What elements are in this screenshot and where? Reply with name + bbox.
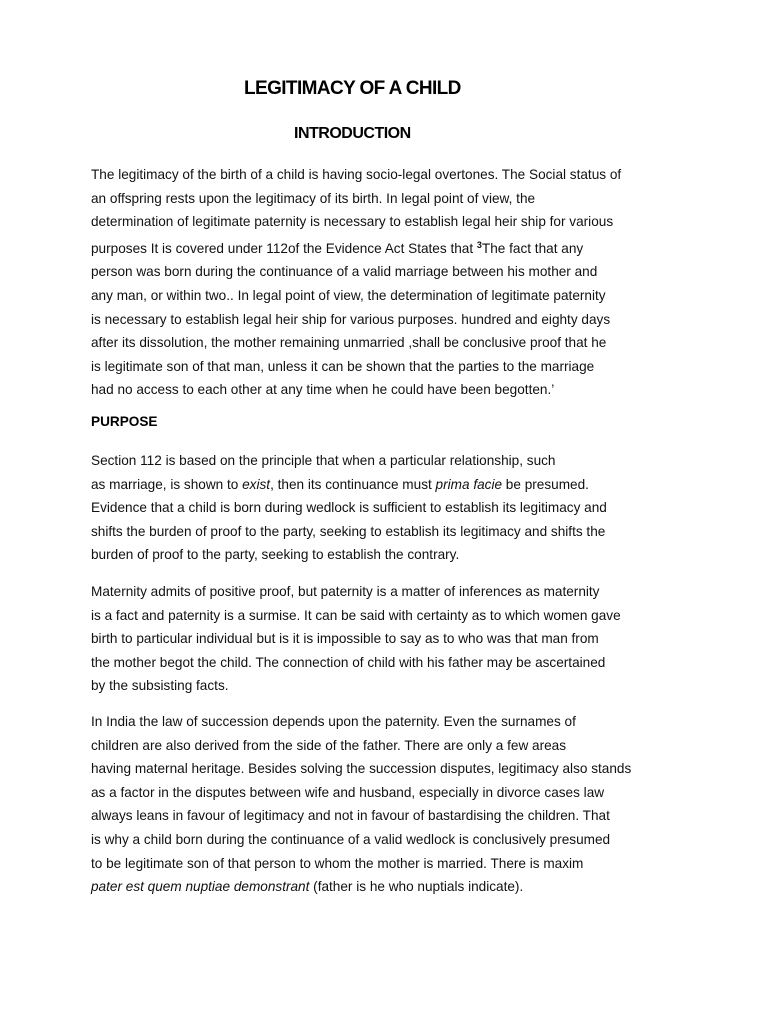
- paragraph-line: any man, or within two.. In legal point of view, the determination of legitimate paternity: [91, 287, 606, 303]
- paragraph-line: [91, 473, 691, 497]
- paragraph-line: In India the law of succession depends upon the paternity. Even the surnames of: [91, 714, 576, 729]
- paragraph-line: children are also derived from the side of the father. There are only a few areas: [91, 737, 567, 753]
- paragraph-line: Maternity admits of positive proof, but paternity is a matter of inferences as maternity: [91, 584, 600, 599]
- paragraph-line: is necessary to establish legal heir ship for various purposes. hundred and eighty days: [91, 311, 611, 327]
- paragraph-line: shifts the burden of proof to the party, seeking to establish its legitimacy and shifts the: [91, 523, 606, 539]
- paragraph-text: purposes It is covered under 112of the Evidence Act States that: [91, 240, 477, 256]
- purpose-heading: PURPOSE: [91, 414, 158, 429]
- paragraph-text: (father is he who nuptials indicate).: [309, 879, 524, 895]
- paragraph-text: , then its continuance must: [270, 476, 436, 492]
- paragraph-line: determination of legitimate paternity is necessary to establish legal heir ship for various: [91, 214, 614, 230]
- paragraph-line: to be legitimate son of that person to whom the mother is married. There is maxim: [91, 855, 584, 871]
- paragraph-line: an offspring rests upon the legitimacy of its birth. In legal point of view, the: [91, 190, 536, 206]
- paragraph-text: The fact that any: [481, 240, 584, 256]
- purpose-paragraph: [91, 449, 691, 567]
- paragraph-line: after its dissolution, the mother remaining unmarried ,shall be conclusive proof that he: [91, 335, 607, 351]
- paragraph-line: is a fact and paternity is a surmise. It can be said with certainty as to which women gave: [91, 607, 621, 623]
- introduction-paragraph: [91, 163, 691, 402]
- latin-maxim: pater est quem nuptiae demonstrant: [91, 879, 310, 895]
- paragraph-line: had no access to each other at any time when he could have been begotten.’: [91, 382, 555, 398]
- paragraph-line: having maternal heritage. Besides solving the succession disputes, legitimacy also stands: [91, 761, 632, 777]
- paragraph-line: is legitimate son of that man, unless it can be shown that the parties to the marriage: [91, 358, 595, 374]
- paragraph-text: as marriage, is shown to: [91, 476, 243, 492]
- paragraph-text: be presumed.: [502, 476, 589, 492]
- succession-paragraph: [91, 710, 691, 899]
- paragraph-line: always leans in favour of legitimacy and not in favour of bastardising the children. That: [91, 808, 610, 824]
- italic-term: prima facie: [435, 476, 503, 492]
- paragraph-line: the mother begot the child. The connection of child with his father may be ascertained: [91, 654, 606, 670]
- paragraph-line: burden of proof to the party, seeking to establish the contrary.: [91, 547, 460, 563]
- paragraph-line: The legitimacy of the birth of a child is having socio-legal overtones. The Social status of: [91, 167, 622, 182]
- paragraph-line: [91, 875, 691, 899]
- paragraph-line: person was born during the continuance of a valid marriage between his mother and: [91, 264, 598, 280]
- paragraph-line: is why a child born during the continuance of a valid wedlock is conclusively presumed: [91, 831, 611, 847]
- italic-term: exist: [242, 476, 271, 492]
- footnote-marker[interactable]: 3: [476, 239, 482, 250]
- paragraph-line: by the subsisting facts.: [91, 678, 229, 694]
- maternity-paragraph: [91, 580, 691, 698]
- introduction-heading: INTRODUCTION: [294, 125, 411, 142]
- paragraph-line: as a factor in the disputes between wife and husband, especially in divorce cases law: [91, 784, 605, 800]
- paragraph-line: Evidence that a child is born during wedlock is sufficient to establish its legitimacy and: [91, 500, 607, 516]
- document-title: LEGITIMACY OF A CHILD: [244, 78, 461, 99]
- paragraph-line: [91, 234, 691, 261]
- paragraph-line: Section 112 is based on the principle that when a particular relationship, such: [91, 453, 556, 468]
- paragraph-line: birth to particular individual but is it is impossible to say as to who was that man from: [91, 631, 599, 647]
